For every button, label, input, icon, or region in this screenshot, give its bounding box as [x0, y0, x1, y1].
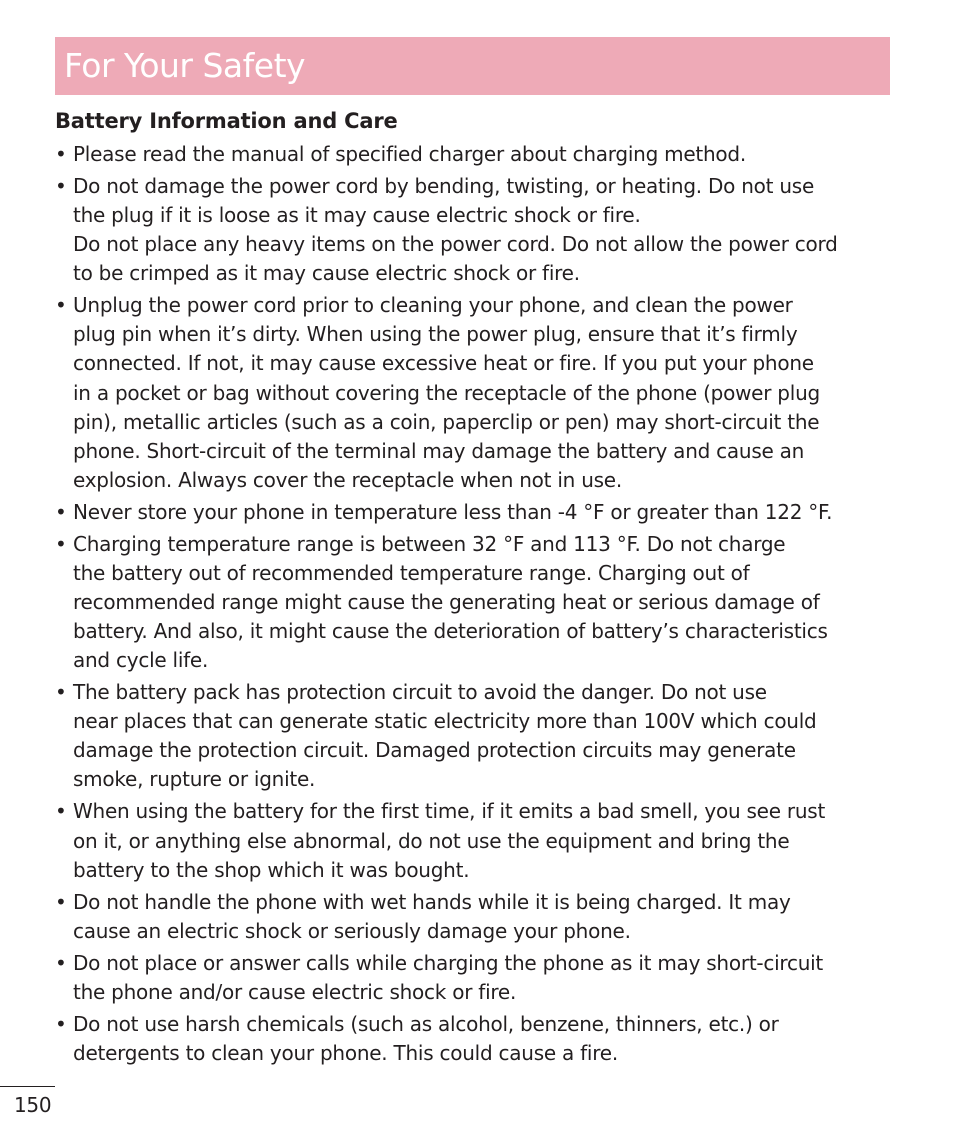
text-line: the plug if it is loose as it may cause electric shock or fire. [73, 203, 641, 228]
bullet-text [73, 888, 895, 946]
bullet-text [73, 678, 895, 794]
bullet-text [73, 797, 895, 884]
list-item [55, 1010, 895, 1068]
list-item [55, 172, 895, 288]
text-line: explosion. Always cover the receptacle when not in use. [73, 467, 622, 492]
list-item [55, 888, 895, 946]
text-line: detergents to clean your phone. This could cause a fire. [73, 1040, 618, 1065]
bullet-text [73, 530, 895, 675]
text-line: Please read the manual of specified charger about charging method. [73, 142, 746, 166]
bullet-dot: • [55, 950, 67, 975]
bullet-text [73, 291, 895, 495]
text-line: The battery pack has protection circuit to avoid the danger. Do not use [73, 680, 767, 705]
text-line: Do not use harsh chemicals (such as alcohol, benzene, thinners, etc.) or [73, 1011, 779, 1036]
text-line: near places that can generate static electricity more than 100V which could [73, 709, 817, 734]
list-item [55, 530, 895, 675]
text-line: cause an electric shock or seriously damage your phone. [73, 918, 631, 943]
page-title: For Your Safety [64, 46, 306, 85]
text-line: Do not handle the phone with wet hands while it is being charged. It may [73, 889, 791, 914]
bullet-dot: • [55, 293, 67, 318]
text-line: on it, or anything else abnormal, do not use the equipment and bring the [73, 828, 790, 853]
list-item [55, 949, 895, 1007]
text-line: When using the battery for the first time, if it emits a bad smell, you see rust [73, 799, 826, 824]
text-line: Do not place or answer calls while charging the phone as it may short-circuit [73, 950, 824, 975]
text-line: battery to the shop which it was bought. [73, 857, 470, 882]
text-line: Do not place any heavy items on the power cord. Do not allow the power cord [73, 232, 838, 257]
bullet-text [73, 172, 895, 288]
text-line: connected. If not, it may cause excessive heat or fire. If you put your phone [73, 351, 814, 376]
list-item [55, 140, 895, 169]
bullet-list [55, 140, 895, 1071]
bullet-dot: • [55, 531, 67, 556]
text-line: Never store your phone in temperature less than -4 °F or greater than 122 °F. [73, 499, 833, 524]
footer-divider [0, 1086, 55, 1087]
list-item [55, 498, 895, 527]
bullet-dot: • [55, 889, 67, 914]
list-item [55, 797, 895, 884]
bullet-dot: • [55, 680, 67, 705]
bullet-text [73, 498, 895, 527]
bullet-text [73, 140, 895, 169]
section-banner [55, 37, 890, 95]
text-line: plug pin when it’s dirty. When using the power plug, ensure that it’s firmly [73, 322, 798, 347]
text-line: damage the protection circuit. Damaged protection circuits may generate [73, 738, 796, 763]
text-line: Charging temperature range is between 32 °F and 113 °F. Do not charge [73, 531, 786, 556]
page-number: 150 [14, 1093, 52, 1117]
text-line: recommended range might cause the generating heat or serious damage of [73, 589, 820, 614]
section-heading: Battery Information and Care [55, 109, 398, 133]
bullet-dot: • [55, 799, 67, 824]
bullet-dot: • [55, 1011, 67, 1036]
bullet-text [73, 1010, 895, 1068]
text-line: the battery out of recommended temperature range. Charging out of [73, 560, 750, 585]
list-item [55, 291, 895, 495]
text-line: the phone and/or cause electric shock or fire. [73, 979, 517, 1004]
text-line: smoke, rupture or ignite. [73, 767, 316, 792]
list-item [55, 678, 895, 794]
text-line: in a pocket or bag without covering the receptacle of the phone (power plug [73, 380, 820, 405]
text-line: phone. Short-circuit of the terminal may damage the battery and cause an [73, 438, 805, 463]
text-line: and cycle life. [73, 648, 209, 673]
text-line: Unplug the power cord prior to cleaning your phone, and clean the power [73, 293, 793, 318]
text-line: Do not damage the power cord by bending, twisting, or heating. Do not use [73, 173, 815, 198]
text-line: battery. And also, it might cause the deterioration of battery’s characteristics [73, 619, 828, 644]
text-line: to be crimped as it may cause electric shock or fire. [73, 261, 580, 286]
bullet-dot: • [55, 173, 67, 198]
text-line: pin), metallic articles (such as a coin, paperclip or pen) may short-circuit the [73, 409, 820, 434]
bullet-text [73, 949, 895, 1007]
bullet-dot: • [55, 142, 67, 166]
bullet-dot: • [55, 499, 67, 524]
